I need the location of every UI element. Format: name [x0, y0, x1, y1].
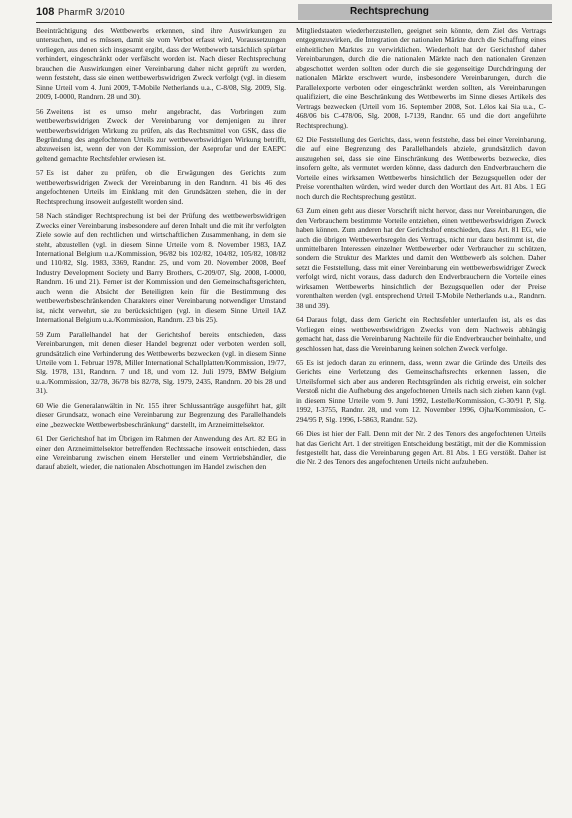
paragraph: [36, 434, 286, 472]
header-divider: [36, 22, 552, 23]
left-column: [36, 26, 286, 812]
paragraph-number: 63: [296, 206, 304, 216]
section-title: Rechtsprechung: [298, 4, 552, 20]
paragraph: [296, 315, 546, 353]
paragraph: [296, 206, 546, 310]
paragraph-number: 62: [296, 134, 304, 144]
paragraph-number: 61: [36, 434, 44, 444]
paragraph-text: Es ist jedoch daran zu erinnern, dass, wenn zwar die Gründe des Urteils des Gerichts eine Verletzung des Gemeinschaftsrechts erkennen lassen, die Urteilsformel sich aber aus anderen Rechtsgründen als richtig erweist, ein solcher Verstoß nicht die Aufhebung des angefochtenen Urteils nach sich ziehen kann (vgl. in diesem Sinne Urteile vom 9. Juni 1992, Lestelle/Kommission, C-30/91 P, Slg. 1992, I-3755, Randnr. 28, und vom 12. November 1996, Ojha/Kommission, C-294/95 P, Slg. 1996, I-5863, Randnr. 52).: [296, 357, 546, 424]
page-header: [36, 6, 552, 20]
paragraph-text: Zweitens ist es umso mehr angebracht, das Vorbringen zum wettbewerbswidrigen Zweck der Vereinbarung vor demjenigen zu ihrer wettbewerbswidrigen Wirkung zu prüfen, als das Rechtsmittel von GSK, dass die Begründung des angefochtenen Urteils zur wettbewerbswidrigen Wirkung betrifft, abzuweisen ist, wenn der von der Kommission, der Aseprofar und der EAEPC geltend gemachte Rechtsfehler erwiesen ist.: [36, 106, 286, 163]
paragraph-number: 60: [36, 400, 44, 410]
paragraph-text: Es ist daher zu prüfen, ob die Erwägungen des Gerichts zum wettbewerbswidrigen Zweck der Vereinbarung in den Randnrn. 41 bis 46 des angefochtenen Urteils im Einklang mit den Grundsätzen stehen, die in der Rechtsprechung insoweit aufgestellt worden sind.: [36, 168, 286, 206]
paragraph-number: 58: [36, 211, 44, 221]
paragraph-text: Mitgliedstaaten wiederherzustellen, geeignet sein könnte, dem Ziel des Vertrags entgegenzuwirken, die Integration der nationalen Märkte durch die Schaffung eines einheitlichen Marktes zu verwirklichen. Wiederholt hat der Gerichtshof daher Vereinbarungen, durch die die nationalen Märkte nach den nationalen Grenzen abgeschottet werden sollten oder durch die sie gegenseitige Durchdringung der nationalen Märkte erschwert wurde, insbesondere Vereinbarungen, durch die Parallelexporte verboten oder eingeschränkt werden sollten, als Vereinbarungen qualifiziert, die eine Beschränkung des Wettbewerbs im Sinne dieses Artikels des Vertrags bezwecken (Urteil vom 16. September 2008, Sot. Lélos kai Sia u.a., C-468/06 bis C-478/06, Slg. 2008, I-7139, Randnr. 65 und die dort angeführte Rechtsprechung).: [296, 26, 546, 130]
journal-name: PharmR 3/2010: [58, 7, 125, 17]
paragraph-number: 66: [296, 429, 304, 439]
paragraph-number: 57: [36, 168, 44, 178]
paragraph-number: 56: [36, 106, 44, 116]
paragraph: [36, 330, 286, 396]
paragraph-text: Zum Parallelhandel hat der Gerichtshof bereits entschieden, dass Vereinbarungen, mit denen dieser Handel begrenzt oder verboten werden soll, grundsätzlich eine Verhinderung des Wettbewerbs bezwecken (vgl. in diesem Sinne Urteile vom 1. Februar 1978, Miller International Schallplatten/Kommission, 19/77, Slg. 1978, 131, Randnrn. 7 und 18, und vom 12. Juli 1979, BMW Belgium u.a./Kommission, 32/78, 36/78 bis 82/78, Slg. 1979, 2435, Randnrn. 20 bis 28 und 31).: [36, 329, 286, 396]
paragraph: [36, 107, 286, 164]
paragraph: [296, 135, 546, 201]
paragraph-number: 59: [36, 329, 44, 339]
paragraph: [296, 429, 546, 467]
paragraph-number: 64: [296, 315, 304, 325]
paragraph-text: Dies ist hier der Fall. Denn mit der Nr. 2 des Tenors des angefochtenen Urteils hat das Gericht Art. 1 der streitigen Entscheidung bestätigt, mit der die Kommission festgestellt hat, dass die Vereinbarung gegen Art. 81 Abs. 1 EG verstößt. Daher ist die Nr. 2 des Tenors des angefochtenen Urteils nicht aufzuheben.: [296, 429, 546, 467]
page-number: 108: [36, 6, 55, 18]
paragraph-text: Die Feststellung des Gerichts, dass, wenn feststehe, dass bei einer Vereinbarung, die auf eine Begrenzung des Parallelhandels abziele, grundsätzlich davon auszugehen sei, dass sie eine Einschränkung des Wettbewerbs bezwecke, dies insofern gelte, als vermutet werden könne, dass dadurch den Endverbrauchern die Vorteile eines wirksamen Wettbewerbs hinsichtlich der Bezugsquellen oder der Preise vorenthalten würden, wird weder durch den Wortlaut des Art. 81 Abs. 1 EG noch durch die Rechtsprechung gestützt.: [296, 134, 546, 201]
paragraph-text: Der Gerichtshof hat im Übrigen im Rahmen der Anwendung des Art. 82 EG in einer den Arzneimittelsektor betreffenden Rechtssache insoweit entschieden, dass eine Vereinbarung zwischen einem Hersteller und einem Vertriebshändler, die darauf abzielt, wieder, die nationalen Abschottungen im Handel zwischen den: [36, 434, 286, 472]
paragraph: [36, 168, 286, 206]
paragraph: [36, 211, 286, 324]
paragraph-text: Wie die Generalanwältin in Nr. 155 ihrer Schlussanträge ausgeführt hat, gilt dieser Grundsatz, wonach eine Vereinbarung zur Begrenzung des Parallelhandels eine „bezweckte Wettbewerbsbeschränkung“ darstellt, im Arzneimittelsektor.: [36, 400, 286, 429]
paragraph-text: Beeinträchtigung des Wettbewerbs erkennen, sind ihre Auswirkungen zu untersuchen, und es müssen, damit sie vom Verbot erfasst wird, Voraussetzungen vorliegen, aus denen sich insgesamt ergibt, dass der Wettbewerb tatsächlich spürbar verhindert, eingeschränkt oder verfälscht worden ist. Nach dieser Rechtsprechung brauchen die Auswirkungen einer Vereinbarung daher nicht geprüft zu werden, wenn feststeht, dass sie einen wettbewerbswidrigen Zweck verfolgt (vgl. in diesem Sinne Urteil vom 4. Juni 2009, T-Mobile Netherlands u.a., C-8/08, Slg. 2009, Slg. 2009, I-0000, Randnrn. 28 und 30).: [36, 26, 286, 102]
paragraph-number: 65: [296, 357, 304, 367]
paragraph-text: Daraus folgt, dass dem Gericht ein Rechtsfehler unterlaufen ist, als es das Vorliegen eines wettbewerbswidrigen Zwecks von dem Nachweis abhängig gemacht hat, dass die Vereinbarung Nachteile für die Endverbraucher beinhalte, und geschlossen hat, dass die Vereinbarung keinen solchen Zweck verfolge.: [296, 315, 546, 353]
paragraph-text: Nach ständiger Rechtsprechung ist bei der Prüfung des wettbewerbswidrigen Zwecks einer Vereinbarung insbesondere auf deren Inhalt und die mit ihr verfolgten Ziele sowie auf den rechtlichen und wirtschaftlichen Zusammenhang, in dem sie steht, abzustellen (vgl. in diesem Sinne Urteile vom 8. November 1983, IAZ International Belgium u.a./Kommission, 96/82 bis 102/82, 104/82, 105/82, 108/82 und 110/82, Slg. 1983, 3369, Randnr. 25, und vom 20. November 2008, Beef Industry Development Society und Barry Brothers, C-209/07, Slg. 2008, I-0000, Randnrn. 16 und 21). Ferner ist der Kommission und den Gemeinschaftsgerichten, auch wenn die Absicht der Beteiligten kein für die Bestimmung des wettbewerbsbeschränkenden Charakters einer Vereinbarung notwendiger Umstand ist, nicht verwehrt, sie zu berücksichtigen (vgl. in diesem Sinne Urteil IAZ International Belgium u.a./Kommission, Randnrn. 23 bis 25).: [36, 211, 286, 325]
paragraph: [296, 358, 546, 424]
paragraph: [296, 26, 546, 130]
right-column: [296, 26, 546, 812]
paragraph: [36, 26, 286, 102]
paragraph-text: Zum einen geht aus dieser Vorschrift nicht hervor, dass nur Vereinbarungen, die den Verbrauchern bestimmte Vorteile entziehen, einen wettbewerbswidrigen Zweck haben können. Zum anderen hat der Gerichtshof entschieden, dass Art. 81 EG, wie auch die übrigen Wettbewerbsregeln des Vertrags, nicht nur dazu bestimmt ist, die unmittelbaren Interessen einzelner Wettbewerber oder Verbraucher zu schützen, sondern die Struktur des Marktes und damit den Wettbewerb als solchen. Daher setzt die Feststellung, dass mit einer Vereinbarung ein wettbewerbswidriger Zweck verfolgt wird, nicht voraus, dass dadurch den Endverbrauchern die Vorteile eines wirksamen Wettbewerbs hinsichtlich der Bezugsquellen oder der Preise vorenthalten werden (vgl. entsprechend Urteil T-Mobile Netherlands u.a., Randnrn. 38 und 39).: [296, 206, 546, 310]
paragraph: [36, 401, 286, 429]
